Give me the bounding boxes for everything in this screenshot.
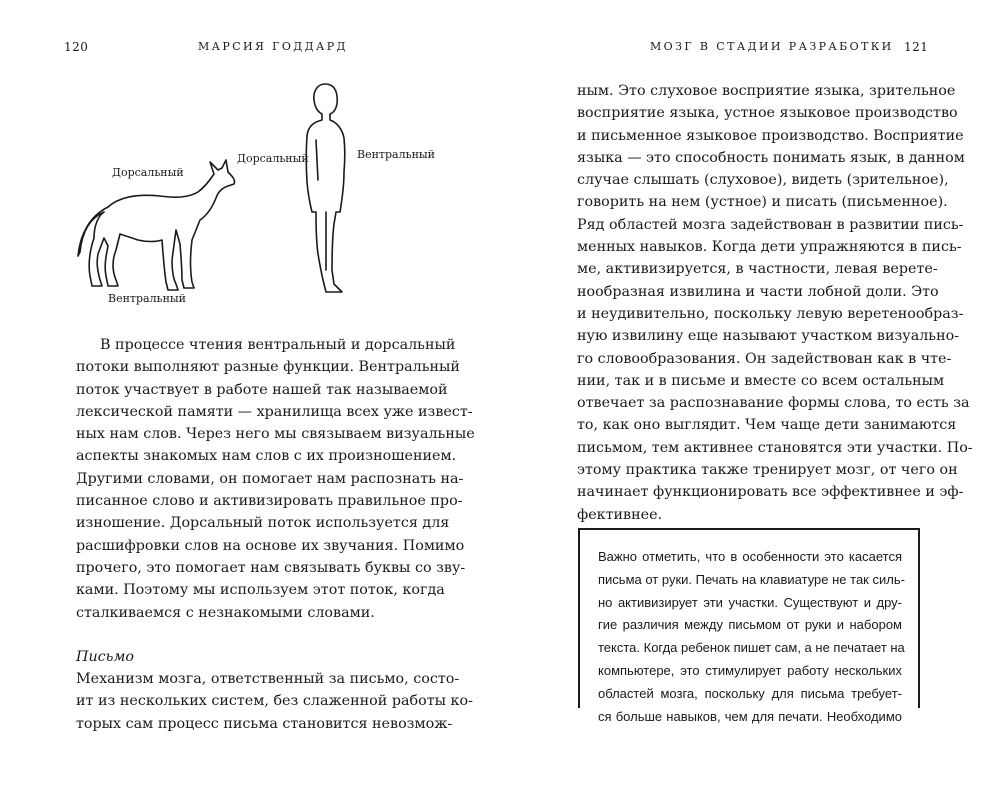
- text-line: случае слышать (слуховое), видеть (зрительное),: [577, 172, 949, 189]
- text-line: нии, так и в письме и вместе со всем остальным: [577, 372, 945, 389]
- text-line: фективнее.: [577, 506, 663, 523]
- text-line: этому практика также тренирует мозг, от чего он: [577, 462, 958, 479]
- page-number-left: 120: [64, 40, 89, 54]
- text-line: Другими словами, он помогает нам распознать на-: [76, 470, 464, 487]
- page-number-right: 121: [904, 40, 929, 54]
- running-head-author: МАРСИЯ ГОДДАРД: [198, 40, 348, 53]
- text-line: нообразная извилина и части лобной доли. Это: [577, 283, 939, 300]
- dog-dorsal-label: Дорсальный: [112, 166, 184, 179]
- text-line: ную извилину еще называют участком визуально-: [577, 328, 960, 345]
- callout-line: письма от руки. Печать на клавиатуре не так силь-: [598, 571, 905, 587]
- text-line: начинает функционировать все эффективнее и эф-: [577, 484, 964, 501]
- text-line: ит из нескольких систем, без слаженной работы ко-: [76, 693, 473, 710]
- dog-human-orientation-figure: [60, 70, 460, 320]
- text-line: Ряд областей мозга задействован в развитии пись-: [577, 216, 964, 233]
- text-line: и письменное языковое производство. Восприятие: [577, 127, 964, 144]
- right-body-text: [577, 80, 973, 526]
- text-line: расшифровки слов на основе их звучания. Помимо: [76, 537, 465, 554]
- paragraph-writing-mechanism: [577, 80, 973, 526]
- callout-line: компьютере, это стимулирует работу нескольких: [598, 662, 902, 678]
- dog-silhouette: [78, 160, 235, 290]
- left-body-text: [76, 334, 475, 735]
- text-line: говорить на нем (устное) и писать (письменное).: [577, 194, 948, 211]
- running-head-title: МОЗГ В СТАДИИ РАЗРАБОТКИ: [650, 40, 894, 53]
- text-line: писанное слово и активизировать правильное про-: [76, 493, 463, 510]
- callout-line: гие различия между письмом от руки и набором: [598, 617, 902, 633]
- text-line: менных навыков. Когда дети упражняются в пись-: [577, 239, 962, 256]
- subheading-writing: Письмо: [76, 648, 134, 665]
- text-line: торых сам процесс письма становится невозмож-: [76, 715, 453, 732]
- text-line: ным. Это слуховое восприятие языка, зрительное: [577, 83, 956, 99]
- text-line: языка — это способность понимать язык, в данном: [577, 149, 965, 166]
- human-silhouette: [306, 84, 345, 292]
- text-line: поток участвует в работе нашей так называемой: [76, 381, 448, 398]
- text-line: восприятие языка, устное языковое производство: [577, 105, 958, 122]
- paragraph-reading-streams: [76, 334, 475, 624]
- text-line: го словообразования. Он задействован как в чте-: [577, 350, 952, 367]
- callout-line: Важно отметить, что в особенности это касается: [598, 549, 902, 564]
- text-line: В процессе чтения вентральный и дорсальный: [100, 337, 456, 353]
- text-line: Механизм мозга, ответственный за письмо, состо-: [76, 671, 460, 688]
- callout-line: текста. Когда ребенок пишет сам, а не печатает на: [598, 640, 905, 656]
- text-line: письмом, тем активнее становятся эти участки. По-: [577, 439, 973, 456]
- human-dorsal-label: Дорсальный: [237, 152, 309, 165]
- text-line: сталкиваемся с незнакомыми словами.: [76, 604, 375, 621]
- orientation-illustration: [60, 70, 460, 320]
- dog-ventral-label: Вентральный: [108, 292, 187, 305]
- text-line: прочего, это помогает нам связывать буквы со зву-: [76, 559, 466, 576]
- text-line: аспекты знакомых нам слов с их произношением.: [76, 448, 457, 465]
- human-ventral-label: Вентральный: [357, 148, 436, 161]
- text-line: и неудивительно, поскольку левую веретенообраз-: [577, 305, 964, 322]
- text-line: лексической памяти — хранилища всех уже извест-: [76, 403, 473, 420]
- callout-line: областей мозга, поскольку для письма требует-: [598, 685, 902, 701]
- text-line: отвечает за распознавание формы слова, то есть за: [577, 395, 970, 412]
- text-line: потоки выполняют разные функции. Вентральный: [76, 359, 460, 376]
- text-line: изношение. Дорсальный поток используется для: [76, 515, 450, 532]
- callout-box: [578, 528, 920, 724]
- callout-text: [598, 546, 905, 728]
- callout-line: ся больше навыков, чем для печати. Необходимо: [598, 708, 902, 724]
- text-line: то, как оно выглядит. Чем чаще дети занимаются: [577, 417, 957, 434]
- text-line: ками. Поэтому мы используем этот поток, когда: [76, 582, 445, 599]
- text-line: ме, активизируется, в частности, левая верете-: [577, 261, 938, 278]
- text-line: ных нам слов. Через него мы связываем визуальные: [76, 426, 475, 443]
- callout-line: но активизирует эти участки. Существуют и дру-: [598, 594, 902, 610]
- section-writing: [76, 646, 473, 735]
